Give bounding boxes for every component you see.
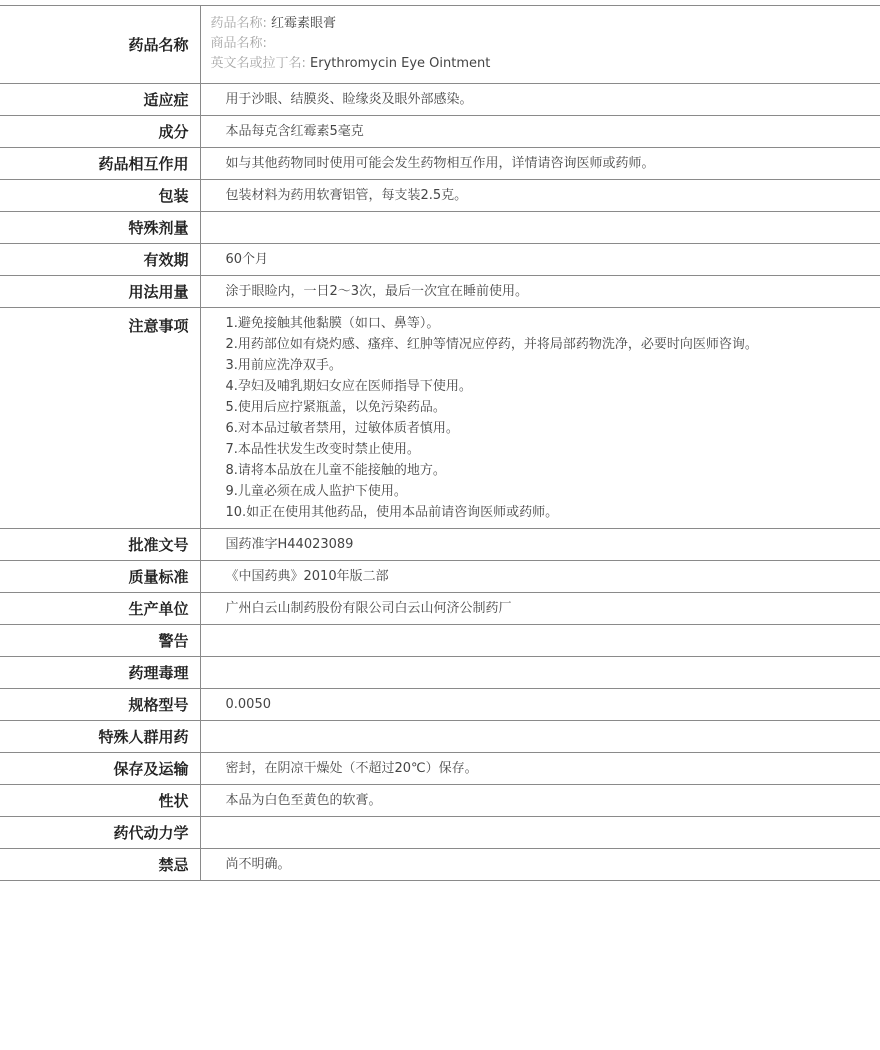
precaution-item: 2.用药部位如有烧灼感、瘙痒、红肿等情况应停药，并将局部药物洗净，必要时向医师咨询。 (225, 336, 758, 352)
precaution-item: 8.请将本品放在儿童不能接触的地方。 (225, 462, 446, 478)
value-precautions (200, 307, 880, 528)
value-usage: 涂于眼睑内，一日2～3次，最后一次宜在睡前使用。 (200, 275, 880, 307)
drug-name-key: 药品名称: (210, 16, 267, 32)
latin-name-value: Erythromycin Eye Ointment (310, 56, 491, 72)
trade-name-line (211, 34, 880, 54)
precaution-item: 1.避免接触其他黏膜（如口、鼻等）。 (225, 315, 440, 331)
label-special-dosage: 特殊剂量 (0, 211, 200, 243)
value-interactions: 如与其他药物同时使用可能会发生药物相互作用，详情请咨询医师或药师。 (200, 147, 880, 179)
label-precautions: 注意事项 (0, 307, 200, 528)
row-warning (0, 624, 880, 656)
row-indications (0, 83, 880, 115)
value-indications: 用于沙眼、结膜炎、睑缘炎及眼外部感染。 (200, 83, 880, 115)
value-manufacturer: 广州白云山制药股份有限公司白云山何济公制药厂 (200, 592, 880, 624)
value-shelf-life: 60个月 (200, 243, 880, 275)
value-contraindications: 尚不明确。 (200, 848, 880, 880)
value-toxicology (200, 656, 880, 688)
value-special-dosage (200, 211, 880, 243)
label-special-groups: 特殊人群用药 (0, 720, 200, 752)
precaution-item: 4.孕妇及哺乳期妇女应在医师指导下使用。 (225, 378, 472, 394)
precaution-item: 6.对本品过敏者禁用，过敏体质者慎用。 (225, 420, 459, 436)
precaution-item: 10.如正在使用其他药品，使用本品前请咨询医师或药师。 (225, 504, 559, 520)
label-spec: 规格型号 (0, 688, 200, 720)
value-special-groups (200, 720, 880, 752)
value-warning (200, 624, 880, 656)
label-shelf-life: 有效期 (0, 243, 200, 275)
label-contraindications: 禁忌 (0, 848, 200, 880)
label-ingredients: 成分 (0, 115, 200, 147)
value-spec: 0.0050 (200, 688, 880, 720)
row-manufacturer (0, 592, 880, 624)
row-spec (0, 688, 880, 720)
latin-name-key: 英文名或拉丁名: (210, 56, 306, 72)
precaution-item: 7.本品性状发生改变时禁止使用。 (225, 441, 420, 457)
value-pharmacokinetics (200, 816, 880, 848)
row-appearance (0, 784, 880, 816)
precaution-item: 3.用前应洗净双手。 (225, 357, 342, 373)
value-ingredients: 本品每克含红霉素5毫克 (200, 115, 880, 147)
label-manufacturer: 生产单位 (0, 592, 200, 624)
row-precautions (0, 307, 880, 528)
value-storage: 密封，在阴凉干燥处（不超过20℃）保存。 (200, 752, 880, 784)
label-warning: 警告 (0, 624, 200, 656)
row-pharmacokinetics (0, 816, 880, 848)
trade-name-key: 商品名称: (210, 36, 267, 52)
value-standard: 《中国药典》2010年版二部 (200, 560, 880, 592)
row-special-groups (0, 720, 880, 752)
row-approval (0, 528, 880, 560)
value-approval: 国药准字H44023089 (200, 528, 880, 560)
precaution-item: 9.儿童必须在成人监护下使用。 (225, 483, 407, 499)
row-ingredients (0, 115, 880, 147)
row-contraindications (0, 848, 880, 880)
drug-spec-table (0, 6, 880, 881)
row-toxicology (0, 656, 880, 688)
value-name-block (200, 6, 880, 83)
value-packaging: 包装材料为药用软膏铝管，每支装2.5克。 (200, 179, 880, 211)
value-appearance: 本品为白色至黄色的软膏。 (200, 784, 880, 816)
label-toxicology: 药理毒理 (0, 656, 200, 688)
label-appearance: 性状 (0, 784, 200, 816)
row-shelf-life (0, 243, 880, 275)
label-usage: 用法用量 (0, 275, 200, 307)
drug-name-value: 红霉素眼膏 (271, 16, 337, 32)
latin-name-line (211, 54, 880, 74)
row-packaging (0, 179, 880, 211)
label-pharmacokinetics: 药代动力学 (0, 816, 200, 848)
label-interactions: 药品相互作用 (0, 147, 200, 179)
row-interactions (0, 147, 880, 179)
label-standard: 质量标准 (0, 560, 200, 592)
label-storage: 保存及运输 (0, 752, 200, 784)
precaution-item: 5.使用后应拧紧瓶盖，以免污染药品。 (225, 399, 446, 415)
label-name: 药品名称 (0, 6, 200, 83)
label-approval: 批准文号 (0, 528, 200, 560)
row-usage (0, 275, 880, 307)
row-storage (0, 752, 880, 784)
row-name (0, 6, 880, 83)
label-indications: 适应症 (0, 83, 200, 115)
label-packaging: 包装 (0, 179, 200, 211)
drug-name-line (211, 14, 880, 34)
row-standard (0, 560, 880, 592)
drug-spec-sheet (0, 5, 880, 881)
row-special-dosage (0, 211, 880, 243)
